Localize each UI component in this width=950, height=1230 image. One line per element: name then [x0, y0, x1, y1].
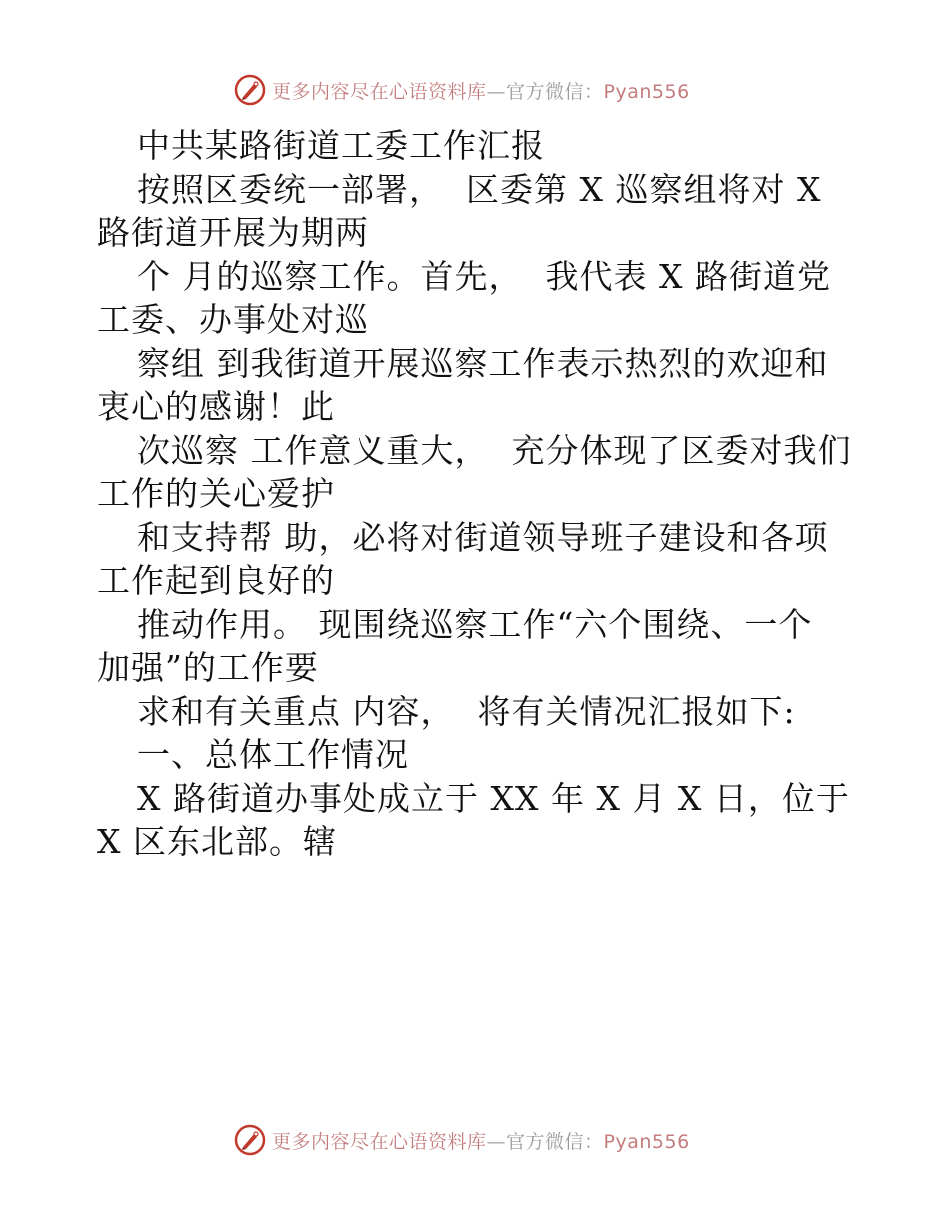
- header-watermark: [234, 72, 690, 108]
- text-line: 工作起到良好的: [97, 561, 335, 600]
- watermark-dash: —: [486, 80, 507, 103]
- text-line: 工委、办事处对巡: [97, 300, 369, 339]
- text-line: X 路街道办事处成立于 XX 年 X 月 X 日，位于: [137, 778, 850, 818]
- text-line: 工作的关心爱护: [97, 474, 335, 513]
- footer-watermark: [234, 1122, 690, 1158]
- watermark-wechat-id: Pyan556: [603, 1130, 690, 1153]
- text-line: 察组 到我街道开展巡察工作表示热烈的欢迎和: [137, 343, 829, 383]
- watermark-main: 更多内容尽在心语资料库: [272, 1130, 487, 1153]
- watermark-label: 官方微信：: [506, 80, 604, 103]
- watermark-text: [272, 77, 690, 104]
- watermark-text: [272, 1127, 690, 1154]
- text-line: 次巡察 工作意义重大， 充分体现了区委对我们: [137, 430, 852, 470]
- pen-logo-icon: [234, 1124, 266, 1156]
- text-line: 个 月的巡察工作。首先， 我代表 X 路街道党: [137, 256, 831, 296]
- watermark-label: 官方微信：: [506, 1130, 604, 1153]
- section-heading: 一、总体工作情况: [137, 735, 409, 774]
- text-line: 路街道开展为期两: [97, 213, 369, 252]
- text-line: 求和有关重点 内容， 将有关情况汇报如下:: [137, 691, 796, 731]
- watermark-wechat-id: Pyan556: [603, 80, 690, 103]
- text-line: X 区东北部。辖: [97, 822, 337, 861]
- watermark-main: 更多内容尽在心语资料库: [272, 80, 487, 103]
- watermark-dash: —: [486, 1130, 507, 1153]
- text-line: 按照区委统一部署， 区委第 X 巡察组将对 X: [137, 169, 822, 209]
- text-line: 和支持帮 助，必将对街道领导班子建设和各项: [137, 517, 829, 557]
- report-body: [97, 124, 857, 864]
- pen-logo-icon: [234, 74, 266, 106]
- text-line: 衷心的感谢！此: [97, 387, 335, 426]
- text-line: 加强”的工作要: [97, 648, 319, 687]
- report-title: 中共某路街道工委工作汇报: [137, 126, 545, 165]
- text-line: 推动作用。 现围绕巡察工作“六个围绕、一个: [137, 604, 813, 644]
